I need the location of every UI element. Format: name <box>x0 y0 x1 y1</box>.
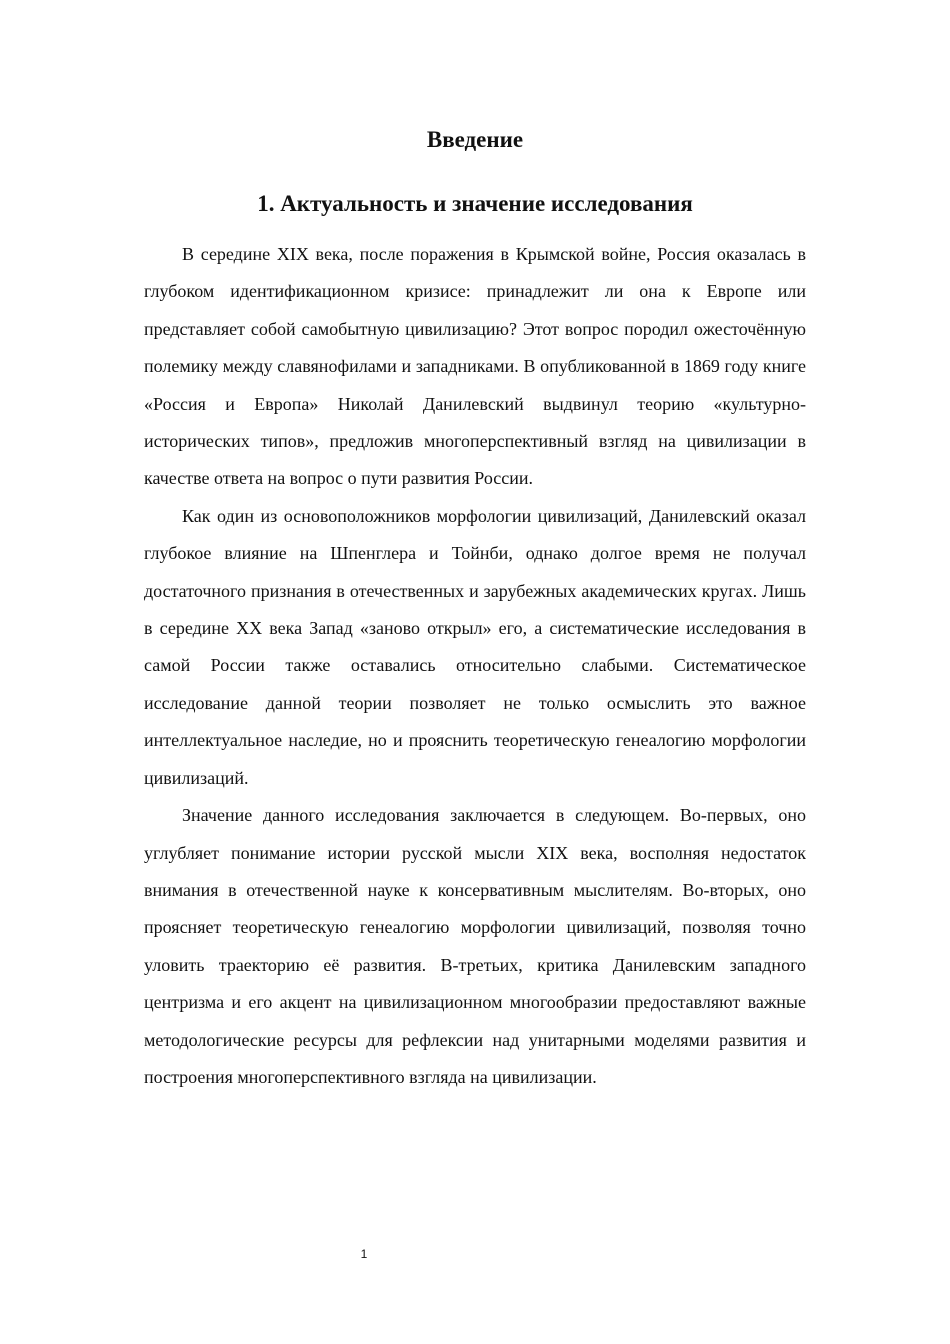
section-title: 1. Актуальность и значение исследования <box>257 191 693 216</box>
chapter-title: Введение <box>426 127 524 152</box>
body-text <box>144 236 806 1096</box>
paragraph-3: Значение данного исследования заключается в следующем. Во-первых, оно углубляет понимание истории русской мысли XIX века, восполняя недостаток внимания в отечественной науке к консервативным мыслителям. Во-вторых, оно проясняет теоретическую генеалогию морфологии цивилизаций, позволяя точно уловить траекторию её развития. В-третьих, критика Данилевским западного центризма и его акцент на цивилизационном многообразии предоставляют важные методологические ресурсы для рефлексии над унитарными моделями развития и построения многоперспективного взгляда на цивилизации. <box>144 805 806 1087</box>
paragraph-2: Как один из основоположников морфологии цивилизаций, Данилевский оказал глубокое влияние на Шпенглера и Тойнби, однако долгое время не получал достаточного признания в отечественных и зарубежных академических кругах. Лишь в середине XX века Запад «заново открыл» его, а систематические исследования в самой России также оставались относительно слабыми. Систематическое исследование данной теории позволяет не только осмыслить это важное интеллектуальное наследие, но и прояснить теоретическую генеалогию морфологии цивилизаций. <box>144 505 806 788</box>
page-number: 1 <box>360 1247 368 1261</box>
paragraph-1: В середине XIX века, после поражения в Крымской войне, Россия оказалась в глубоком идентификационном кризисе: принадлежит ли она к Европе или представляет собой самобытную цивилизацию? Этот вопрос породил ожесточённую полемику между славянофилами и западниками. В опубликованной в 1869 году книге «Россия и Европа» Николай Данилевский выдвинул теорию «культурно-исторических типов», предложив многоперспективный взгляд на цивилизации в качестве ответа на вопрос о пути развития России. <box>144 244 806 489</box>
page-content <box>144 122 806 1096</box>
